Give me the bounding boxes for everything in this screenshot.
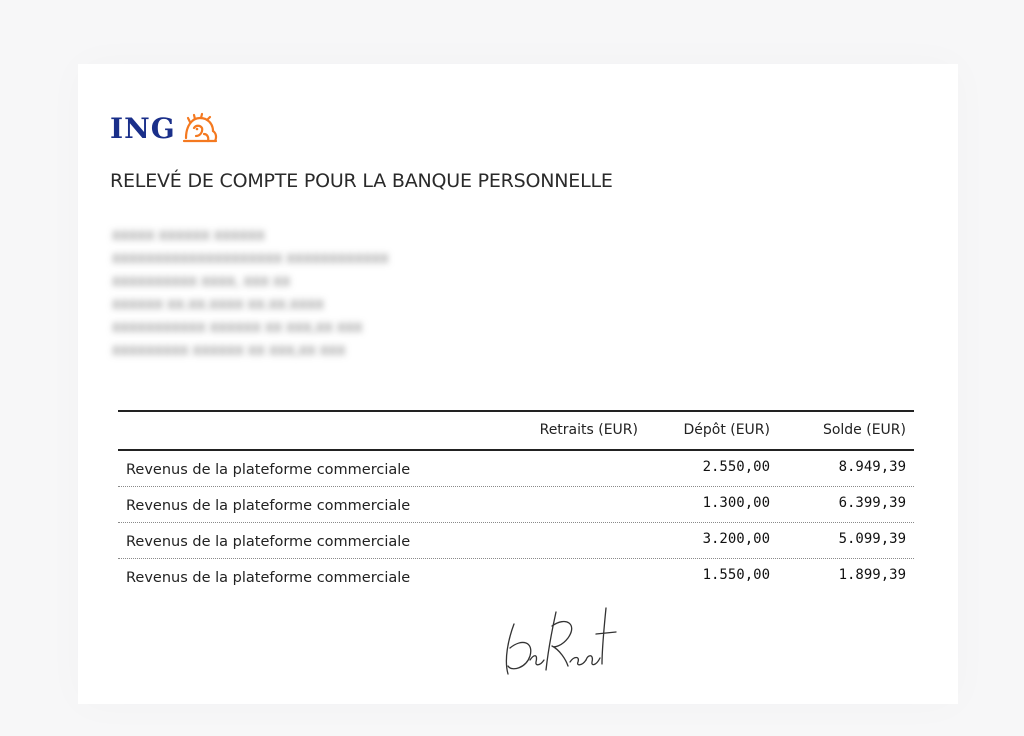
- detail-line: XXXXX XXXXXX XXXXXX: [112, 228, 266, 243]
- table-row: [118, 451, 914, 487]
- detail-line: XXXXXXXXXXXXXXXXXXXX XXXXXXXXXXXX: [112, 251, 389, 266]
- statement-title: RELEVÉ DE COMPTE POUR LA BANQUE PERSONNELLE: [110, 170, 613, 192]
- detail-line: XXXXXXXXXXX XXXXXX XX XXX,XX XXX: [112, 320, 363, 335]
- row-deposit: 2.550,00: [702, 459, 770, 475]
- row-description: Revenus de la plateforme commerciale: [126, 570, 411, 586]
- bank-logo: [110, 112, 220, 146]
- row-deposit: 1.550,00: [702, 567, 770, 583]
- header-withdrawals: Retraits (EUR): [539, 422, 638, 438]
- row-deposit: 3.200,00: [702, 531, 770, 547]
- transactions-table: [118, 410, 914, 594]
- row-description: Revenus de la plateforme commerciale: [126, 534, 411, 550]
- bank-name: ING: [110, 112, 176, 145]
- row-balance: 6.399,39: [838, 495, 906, 511]
- row-description: Revenus de la plateforme commerciale: [126, 462, 411, 478]
- header-balance: Solde (EUR): [822, 422, 906, 438]
- signature-icon: [500, 604, 620, 686]
- header-deposit: Dépôt (EUR): [683, 422, 770, 438]
- table-row: [118, 487, 914, 523]
- row-balance: 1.899,39: [838, 567, 906, 583]
- row-description: Revenus de la plateforme commerciale: [126, 498, 411, 514]
- lion-icon: [180, 112, 220, 146]
- account-holder-details: [112, 224, 389, 362]
- row-balance: 8.949,39: [838, 459, 906, 475]
- detail-line: XXXXXXXXX XXXXXX XX XXX,XX XXX: [112, 343, 346, 358]
- row-balance: 5.099,39: [838, 531, 906, 547]
- detail-line: XXXXXX XX.XX.XXXX XX.XX.XXXX: [112, 297, 325, 312]
- table-row: [118, 523, 914, 559]
- table-header: [118, 410, 914, 451]
- detail-line: XXXXXXXXXX XXXX, XXX XX: [112, 274, 291, 289]
- table-row: [118, 559, 914, 594]
- row-deposit: 1.300,00: [702, 495, 770, 511]
